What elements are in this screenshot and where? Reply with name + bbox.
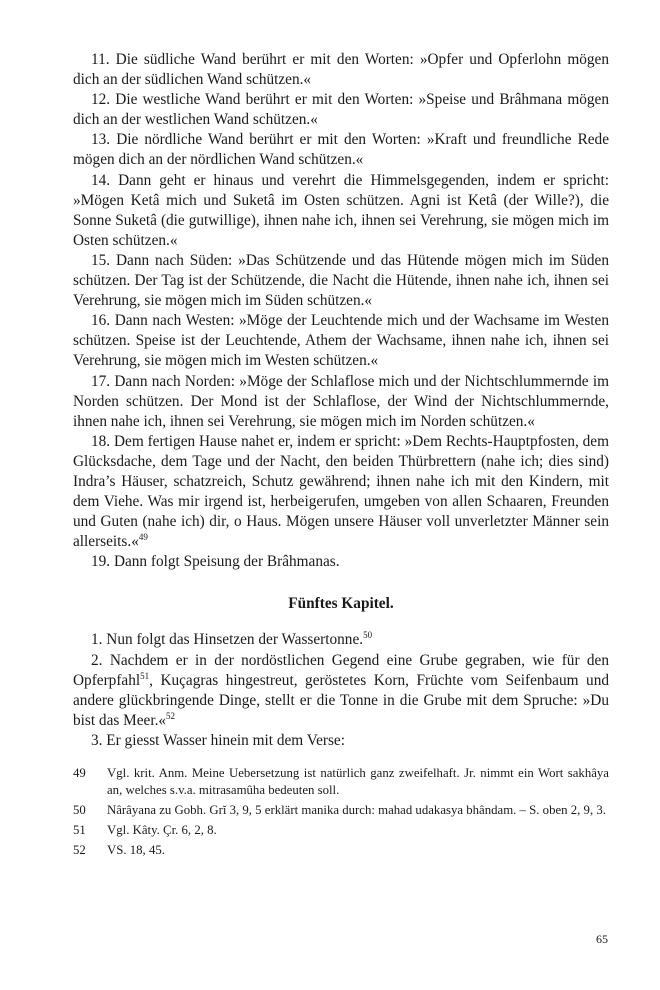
footnote bbox=[73, 802, 609, 819]
footnote-ref-52[interactable]: 52 bbox=[166, 710, 176, 721]
chapter-paragraph-2 bbox=[73, 651, 609, 731]
paragraph-12: 12. Die westliche Wand berührt er mit den Worten: »Speise und Brâhmana mögen dich an der westlichen Wand schützen.« bbox=[73, 91, 609, 129]
chapter-paragraph-3: 3. Er giesst Wasser hinein mit dem Verse: bbox=[91, 731, 345, 749]
chapter-paragraph-1 bbox=[73, 630, 609, 650]
footnote bbox=[73, 842, 609, 859]
chapter-paragraph-2-text-b: , Kuçagras hingestreut, geröstetes Korn, Früchte vom Seifenbaum und andere glückbringende Dinge, stellt er die Tonne in die Grube mit dem Spruche: »Du bist das Meer.« bbox=[73, 671, 609, 729]
paragraph-11: 11. Die südliche Wand berührt er mit den Worten: »Opfer und Opferlohn mögen dich an der südlichen Wand schützen.« bbox=[73, 51, 609, 89]
footnotes bbox=[73, 765, 609, 859]
footnote-number: 50 bbox=[73, 803, 86, 817]
footnote-text: Vgl. Kâty. Çr. 6, 2, 8. bbox=[107, 823, 217, 837]
paragraph-16: 16. Dann nach Westen: »Möge der Leuchtende mich und der Wachsame im Westen schützen. Speise ist der Leuchtende, Athem der Wachsame, ihnen nahe ich, ihnen sei Verehrung, sie mögen mich im Westen schützen.« bbox=[73, 312, 609, 370]
body-text bbox=[73, 50, 609, 572]
paragraph-18-text: 18. Dem fertigen Hause nahet er, indem er spricht: »Dem Rechts-Hauptpfosten, dem Glücksdache, dem Tage und der Nacht, den beiden Thürbrettern (nahe ich; dies sind) Indra’s Häuser, schatzreich, Schutz gewährend; ihnen nahe ich mit den Kindern, mit dem Viehe. Was mir irgend ist, herbeigerufen, umgeben von allen Schaaren, Freunden und Guten (nahe ich) dir, o Haus. Mögen unsere Häuser voll unverletzter Männer sein allerseits.« bbox=[73, 432, 609, 551]
footnote-number: 49 bbox=[73, 766, 86, 780]
paragraph-15: 15. Dann nach Süden: »Das Schützende und das Hütende mögen mich im Süden schützen. Der Tag ist der Schützende, die Nacht die Hütende, ihnen nahe ich, ihnen sei Verehrung, sie mögen mich im Süden schützen.« bbox=[73, 251, 609, 310]
paragraph-13: 13. Die nördliche Wand berührt er mit den Worten: »Kraft und freundliche Rede mögen dich an der nördlichen Wand schützen.« bbox=[73, 131, 609, 169]
footnote-ref-51[interactable]: 51 bbox=[140, 670, 150, 681]
footnote-ref-49[interactable]: 49 bbox=[138, 532, 148, 543]
footnote-ref-50[interactable]: 50 bbox=[363, 630, 373, 641]
chapter-title: Fünftes Kapitel. bbox=[288, 595, 394, 613]
footnote bbox=[73, 822, 609, 839]
footnote-number: 51 bbox=[73, 823, 86, 837]
paragraph-19: 19. Dann folgt Speisung der Brâhmanas. bbox=[91, 553, 340, 571]
footnote-number: 52 bbox=[73, 843, 86, 857]
chapter-text bbox=[73, 630, 609, 751]
page-content bbox=[73, 50, 609, 862]
paragraph-18 bbox=[73, 432, 609, 553]
page-number: 65 bbox=[596, 932, 608, 946]
paragraph-14: 14. Dann geht er hinaus und verehrt die Himmelsgegenden, indem er spricht: »Mögen Ketâ mich und Suketâ im Osten schützen. Agni ist Ketâ (der Wille?), die Sonne Suketâ (die gutwillige), ihnen nahe ich, ihnen sei Verehrung, sie mögen mich im Osten schützen.« bbox=[73, 171, 609, 249]
footnote-text: VS. 18, 45. bbox=[107, 843, 165, 857]
chapter-paragraph-2-text-a: 2. Nachdem er in der nordöstlichen Gegend eine Grube gegraben, wie für den Opferpfahl bbox=[73, 651, 609, 689]
footnote bbox=[73, 765, 609, 799]
footnote-text: Nârâyana zu Gobh. Grĭ 3, 9, 5 erklärt manika durch: mahad udakasya bhândam. – S. oben 2, 9, 3. bbox=[107, 803, 606, 817]
chapter-paragraph-1-text: 1. Nun folgt das Hinsetzen der Wassertonne. bbox=[91, 631, 364, 649]
paragraph-17: 17. Dann nach Norden: »Möge der Schlaflose mich und der Nichtschlummernde im Norden schützen. Der Mond ist der Schlaflose, der Wind der Nichtschlummernde, ihnen nahe ich, ihnen sei Verehrung, sie mögen mich im Norden schützen.« bbox=[73, 372, 609, 430]
footnote-text: Vgl. krit. Anm. Meine Uebersetzung ist natürlich ganz zweifelhaft. Jr. nimmt ein Wort sakhâya an, welches s.v.a. mitrasamûha bedeuten soll. bbox=[107, 766, 609, 797]
